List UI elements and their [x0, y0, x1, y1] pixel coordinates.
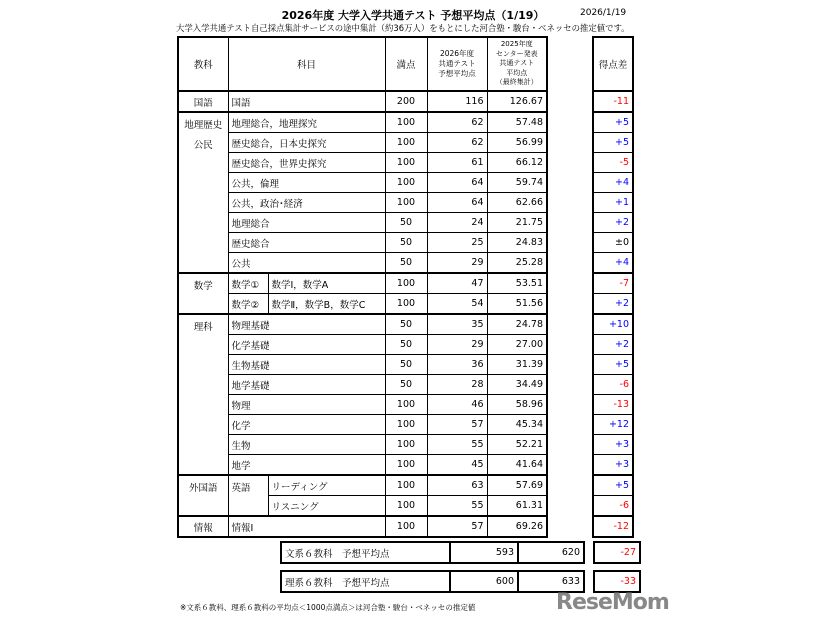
col-full-score: 満点: [385, 37, 427, 91]
total-avg-2026: 600: [450, 571, 518, 592]
score-table: [177, 36, 548, 538]
full-score-cell: 100: [385, 153, 427, 173]
group-line: 公民: [193, 140, 213, 151]
avg-2025-cell: 24.83: [487, 233, 547, 253]
table-row: [178, 415, 547, 435]
table-row: [178, 213, 547, 233]
table-row: [178, 314, 547, 335]
group-label: 理科: [178, 314, 228, 475]
table-row: [178, 133, 547, 153]
total-label: 文系６教科 予想平均点: [281, 542, 450, 563]
table-row: [178, 475, 547, 496]
full-score-cell: 100: [385, 133, 427, 153]
avg-2025-cell: 57.69: [487, 475, 547, 496]
diff-cell: -6: [593, 375, 633, 395]
full-score-cell: 100: [385, 193, 427, 213]
group-label: 数学: [178, 273, 228, 314]
avg-2025-cell: 53.51: [487, 273, 547, 294]
avg-2026-cell: 63: [427, 475, 487, 496]
avg-2026-cell: 35: [427, 314, 487, 335]
subject-cell: 国語: [228, 91, 385, 112]
avg-2025-cell: 126.67: [487, 91, 547, 112]
diff-cell: +2: [593, 335, 633, 355]
date-label: 2026/1/19: [580, 8, 627, 18]
full-score-cell: 100: [385, 173, 427, 193]
subject-cell: 物理基礎: [228, 314, 385, 335]
diff-cell: +5: [593, 112, 633, 133]
full-score-cell: 100: [385, 112, 427, 133]
full-score-cell: 100: [385, 435, 427, 455]
avg-2025-cell: 27.00: [487, 335, 547, 355]
header-line: 予想平均点: [438, 69, 476, 78]
avg-2025-cell: 52.21: [487, 435, 547, 455]
table-row: [178, 455, 547, 476]
diff-table: [592, 36, 634, 538]
full-score-cell: 100: [385, 475, 427, 496]
diff-cell: +3: [593, 455, 633, 476]
subject-cell: 英語: [228, 475, 268, 516]
table-row: [178, 112, 547, 133]
diff-cell: +3: [593, 435, 633, 455]
avg-2025-cell: 62.66: [487, 193, 547, 213]
full-score-cell: 50: [385, 355, 427, 375]
group-line: 地理歴史: [184, 120, 223, 131]
avg-2025-cell: 69.26: [487, 516, 547, 537]
sub-subject-cell: リスニング: [268, 496, 385, 517]
diff-cell: -12: [593, 516, 633, 537]
total-row-bunkei: [280, 541, 585, 564]
diff-cell: +5: [593, 355, 633, 375]
avg-2026-cell: 24: [427, 213, 487, 233]
total-avg-2025: 633: [518, 571, 584, 592]
footnote: ※文系６教科、理系６教科の平均点＜1000点満点＞は河合塾・駿台・ベネッセの推定値: [180, 603, 476, 612]
subtitle: 大学入学共通テスト自己採点集計サービスの途中集計（約36万人）をもとにした河合塾・駿台・ベネッセの推定値です。: [176, 23, 630, 33]
avg-2025-cell: 56.99: [487, 133, 547, 153]
avg-2025-cell: 58.96: [487, 395, 547, 415]
subject-cell: 情報Ⅰ: [228, 516, 385, 537]
subject-cell: 生物: [228, 435, 385, 455]
subject-cell: 数学①: [228, 273, 268, 294]
full-score-cell: 100: [385, 496, 427, 517]
total-diff: -33: [594, 571, 640, 592]
diff-cell: +4: [593, 253, 633, 274]
subject-cell: 物理: [228, 395, 385, 415]
avg-2026-cell: 62: [427, 112, 487, 133]
col-subject-group: 教科: [178, 37, 228, 91]
subject-cell: 化学基礎: [228, 335, 385, 355]
avg-2026-cell: 55: [427, 435, 487, 455]
diff-cell: ±0: [593, 233, 633, 253]
table-row: [178, 173, 547, 193]
avg-2026-cell: 45: [427, 455, 487, 476]
header-line: 2026年度: [439, 49, 475, 58]
avg-2026-cell: 25: [427, 233, 487, 253]
group-label: 情報: [178, 516, 228, 537]
avg-2025-cell: 41.64: [487, 455, 547, 476]
table-row: [178, 273, 547, 294]
full-score-cell: 100: [385, 273, 427, 294]
group-label: 国語: [178, 91, 228, 112]
diff-cell: +10: [593, 314, 633, 335]
table-row: [178, 253, 547, 274]
avg-2026-cell: 36: [427, 355, 487, 375]
table-row: [178, 153, 547, 173]
group-label: [178, 112, 228, 273]
table-row: [178, 516, 547, 537]
subject-cell: 歴史総合: [228, 233, 385, 253]
avg-2026-cell: 46: [427, 395, 487, 415]
avg-2025-cell: 34.49: [487, 375, 547, 395]
avg-2026-cell: 29: [427, 335, 487, 355]
avg-2026-cell: 62: [427, 133, 487, 153]
full-score-cell: 50: [385, 314, 427, 335]
avg-2025-cell: 61.31: [487, 496, 547, 517]
subject-cell: 化学: [228, 415, 385, 435]
subject-cell: 生物基礎: [228, 355, 385, 375]
header-line: センター発表: [495, 49, 538, 58]
subject-cell: 地理総合，地理探究: [228, 112, 385, 133]
avg-2026-cell: 116: [427, 91, 487, 112]
sub-subject-cell: 数学Ⅰ，数学A: [268, 273, 385, 294]
header-line: 2025年度: [500, 40, 533, 49]
diff-cell: +4: [593, 173, 633, 193]
avg-2026-cell: 28: [427, 375, 487, 395]
full-score-cell: 200: [385, 91, 427, 112]
table-row: [178, 395, 547, 415]
col-avg-2025: [487, 37, 547, 91]
full-score-cell: 100: [385, 455, 427, 476]
diff-cell: +2: [593, 213, 633, 233]
col-subject: 科目: [228, 37, 385, 91]
subject-cell: 歴史総合，日本史探究: [228, 133, 385, 153]
header-line: 平均点: [506, 68, 528, 77]
avg-2025-cell: 57.48: [487, 112, 547, 133]
avg-2026-cell: 57: [427, 415, 487, 435]
avg-2025-cell: 21.75: [487, 213, 547, 233]
avg-2025-cell: 25.28: [487, 253, 547, 274]
diff-cell: +5: [593, 475, 633, 496]
avg-2026-cell: 64: [427, 173, 487, 193]
subject-cell: 地理総合: [228, 213, 385, 233]
col-diff: 得点差: [593, 37, 633, 91]
full-score-cell: 50: [385, 375, 427, 395]
subject-cell: 数学②: [228, 294, 268, 315]
avg-2026-cell: 54: [427, 294, 487, 315]
full-score-cell: 100: [385, 294, 427, 315]
avg-2025-cell: 66.12: [487, 153, 547, 173]
avg-2025-cell: 31.39: [487, 355, 547, 375]
diff-cell: +2: [593, 294, 633, 315]
subject-cell: 地学: [228, 455, 385, 476]
diff-cell: -5: [593, 153, 633, 173]
diff-cell: -7: [593, 273, 633, 294]
diff-cell: +1: [593, 193, 633, 213]
diff-cell: -11: [593, 91, 633, 112]
table-row: [178, 375, 547, 395]
total-row-rikei: [280, 570, 585, 593]
subject-cell: 歴史総合，世界史探究: [228, 153, 385, 173]
total-avg-2026: 593: [450, 542, 518, 563]
full-score-cell: 50: [385, 253, 427, 274]
subject-cell: 公共，政治･経済: [228, 193, 385, 213]
subject-cell: 公共，倫理: [228, 173, 385, 193]
avg-2026-cell: 47: [427, 273, 487, 294]
sub-subject-cell: リーディング: [268, 475, 385, 496]
avg-2025-cell: 59.74: [487, 173, 547, 193]
group-label: 外国語: [178, 475, 228, 516]
table-row: [178, 435, 547, 455]
full-score-cell: 100: [385, 516, 427, 537]
page-title: 2026年度 大学入学共通テスト 予想平均点（1/19）: [281, 9, 545, 22]
total-label: 理系６教科 予想平均点: [281, 571, 450, 592]
avg-2025-cell: 51.56: [487, 294, 547, 315]
total-diff-bunkei: [593, 541, 641, 564]
resemom-logo: ReseMom: [556, 590, 669, 615]
avg-2026-cell: 29: [427, 253, 487, 274]
full-score-cell: 50: [385, 335, 427, 355]
table-row: [178, 335, 547, 355]
avg-2026-cell: 57: [427, 516, 487, 537]
header-line: （最終集計）: [495, 78, 538, 87]
table-row: [178, 193, 547, 213]
diff-cell: -6: [593, 496, 633, 517]
table-row: [178, 233, 547, 253]
total-avg-2025: 620: [518, 542, 584, 563]
avg-2026-cell: 55: [427, 496, 487, 517]
subject-cell: 公共: [228, 253, 385, 274]
table-row: [178, 355, 547, 375]
total-diff: -27: [594, 542, 640, 563]
full-score-cell: 50: [385, 233, 427, 253]
header-line: 共通テスト: [438, 59, 476, 68]
diff-cell: +5: [593, 133, 633, 153]
sub-subject-cell: 数学Ⅱ，数学B，数学C: [268, 294, 385, 315]
col-avg-2026: [427, 37, 487, 91]
subject-cell: 地学基礎: [228, 375, 385, 395]
table-row: [178, 294, 547, 315]
avg-2026-cell: 64: [427, 193, 487, 213]
avg-2026-cell: 61: [427, 153, 487, 173]
table-row: [178, 91, 547, 112]
full-score-cell: 50: [385, 213, 427, 233]
header-row: [178, 37, 547, 91]
avg-2025-cell: 45.34: [487, 415, 547, 435]
avg-2025-cell: 24.78: [487, 314, 547, 335]
header-line: 共通テスト: [499, 59, 535, 68]
full-score-cell: 100: [385, 395, 427, 415]
diff-cell: +12: [593, 415, 633, 435]
diff-cell: -13: [593, 395, 633, 415]
full-score-cell: 100: [385, 415, 427, 435]
